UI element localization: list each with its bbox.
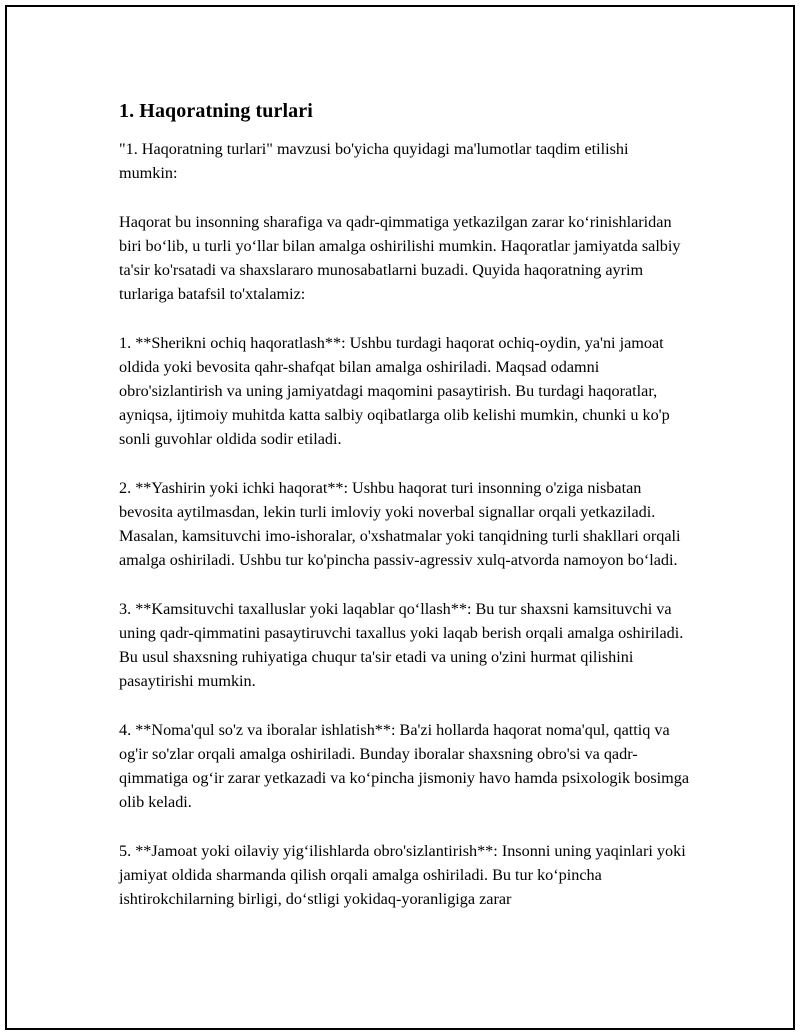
- list-item-nicknames: 3. **Kamsituvchi taxalluslar yoki laqablar qo‘llash**: Bu tur shaxsni kamsituvchi va uning qadr-qimmatini pasaytiruvchi taxallus yoki laqab berish orqali amalga oshiriladi. Bu usul shaxsning ruhiyatiga chuqur ta'sir etadi va uning o'zini hurmat qilishini pasaytirishi mumkin.: [119, 599, 684, 691]
- document-body: [119, 97, 689, 911]
- list-item-hidden-insult: 2. **Yashirin yoki ichki haqorat**: Ushbu haqorat turi insonning o'ziga nisbatan bevosita aytilmasdan, lekin turli imloviy yoki noverbal signallar orqali yetkaziladi. Masalan, kamsituvchi imo-ishoralar, o'xshatmalar yoki tanqidning turli shakllari orqali amalga oshiriladi. Ushbu tur ko'pincha passiv-agressiv xulq-atvorda namoyon bo‘ladi.: [119, 478, 681, 570]
- list-item-improper-words: 4. **Noma'qul so'z va iboralar ishlatish**: Ba'zi hollarda haqorat noma'qul, qattiq va og'ir so'zlar orqali amalga oshiriladi. Bunday iboralar shaxsning obro'si va qadr-qimmatiga og‘ir zarar yetkazadi va ko‘pincha jismoniy havo hamda psixologik bosimga olib keladi.: [119, 720, 690, 812]
- definition-paragraph: Haqorat bu insonning sharafiga va qadr-qimmatiga yetkazilgan zarar ko‘rinishlaridan biri bo‘lib, u turli yo‘llar bilan amalga oshirilishi mumkin. Haqoratlar jamiyatda salbiy ta'sir ko'rsatadi va shaxslararo munosabatlarni buzadi. Quyida haqoratning ayrim turlariga batafsil to'xtalamiz:: [119, 212, 681, 304]
- list-item-open-insult: 1. **Sherikni ochiq haqoratlash**: Ushbu turdagi haqorat ochiq-oydin, ya'ni jamoat oldida yoki bevosita qahr-shafqat bilan amalga oshiriladi. Maqsad odamni obro'sizlantirish va uning jamiyatdagi maqomini pasaytirish. Bu turdagi haqoratlar, ayniqsa, ijtimoiy muhitda katta salbiy oqibatlarga olib kelishi mumkin, chunki u ko'p sonli guvohlar oldida sodir etiladi.: [119, 333, 670, 449]
- intro-paragraph: "1. Haqoratning turlari" mavzusi bo'yicha quyidagi ma'lumotlar taqdim etilishi mumkin:: [119, 140, 629, 183]
- page-frame: [5, 5, 795, 1030]
- document-title: 1. Haqoratning turlari: [119, 100, 313, 122]
- list-item-public-humiliation: 5. **Jamoat yoki oilaviy yig‘ilishlarda obro'sizlantirish**: Insonni uning yaqinlari yoki jamiyat oldida sharmanda qilish orqali amalga oshiriladi. Bu tur ko‘pincha ishtirokchilarning birligi, do‘stligi yokidaq-yoranligiga zarar: [119, 841, 686, 909]
